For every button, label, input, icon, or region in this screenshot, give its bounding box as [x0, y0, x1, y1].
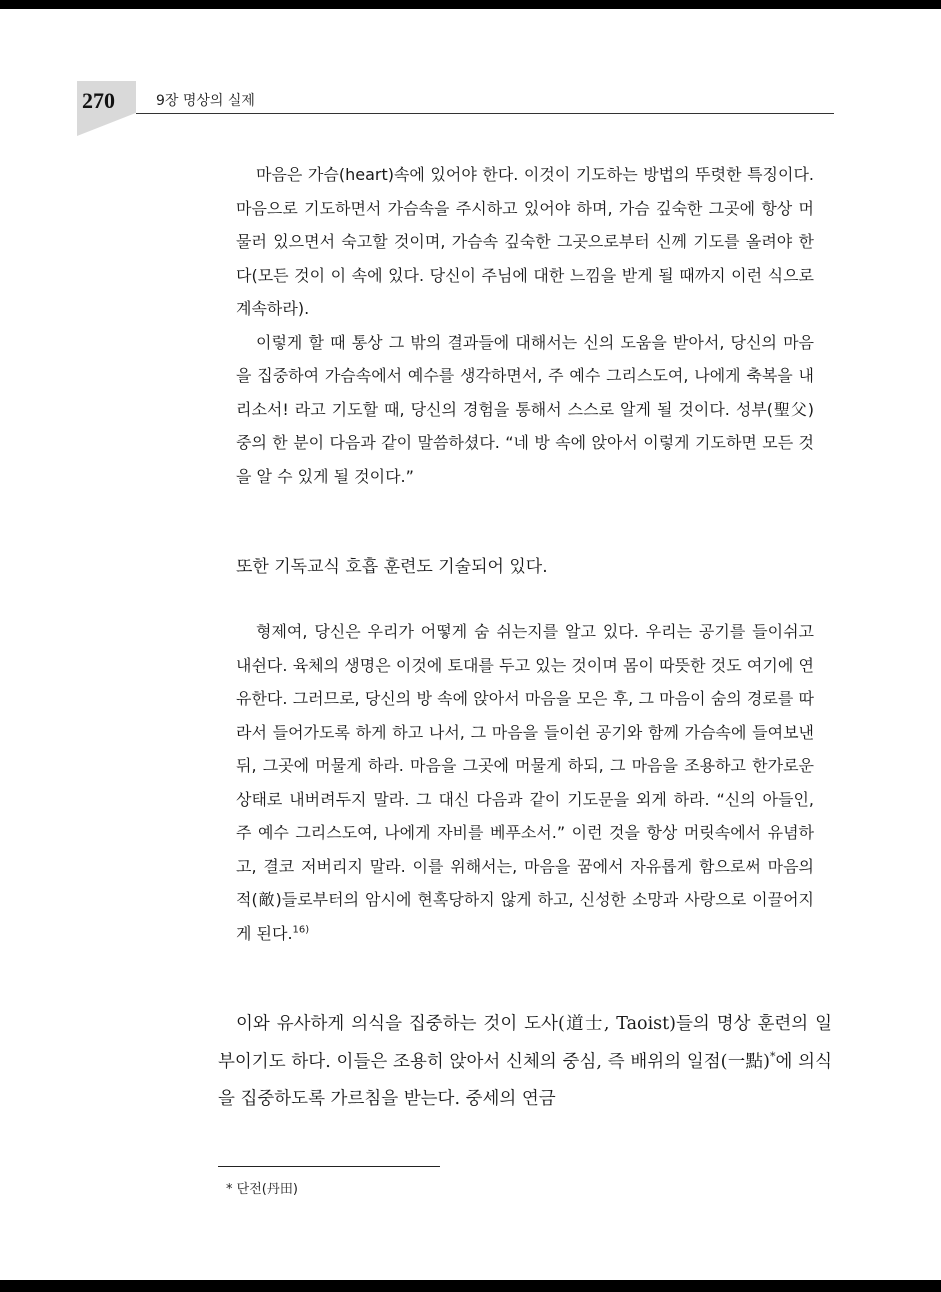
body-text-part: 이와 유사하게 의식을 집중하는 것이 도사(道士, Taoist)들의 명상 훈련의 일부이기도 하다. 이들은 조용히 앉아서 신체의 중심, 즉 배위의 일점(一點)	[218, 1014, 832, 1072]
body-paragraph	[218, 1006, 832, 1119]
footnote-rule	[218, 1166, 440, 1167]
top-border	[0, 0, 941, 9]
footnote-mark: *	[770, 1049, 776, 1063]
footnote: * 단전(丹田)	[226, 1182, 298, 1197]
quote-text: 형제여, 당신은 우리가 어떻게 숨 쉬는지를 알고 있다. 우리는 공기를 들이쉬고 내쉰다. 육체의 생명은 이것에 토대를 두고 있는 것이며 몸이 따뜻한 것도 여기에 연유한다. 그러므로, 당신의 방 속에 앉아서 마음을 모은 후, 그 마음이 숨의 경로를 따라서 들어가도록 하게 하고 나서, 그 마음을 들이쉰 공기와 함께 가슴속에 들여보낸 뒤, 그곳에 머물게 하라. 마음을 그곳에 머물게 하되, 그 마음을 조용하고 한가로운 상태로 내버려두지 말라. 그 대신 다음과 같이 기도문을 외게 하라. “신의 아들인, 주 예수 그리스도여, 나에게 자비를 베푸소서.” 이런 것을 항상 머릿속에서 유념하고, 결코 저버리지 말라. 이를 위해서는, 마음을 꿈에서 자유롭게 함으로써 마음의 적(敵)들로부터의 암시에 현혹당하지 않게 하고, 신성한 소망과 사랑으로 이끌어지게 된다.	[236, 622, 814, 943]
block-quote-2	[236, 615, 814, 950]
footnote-reference: 16)	[292, 924, 310, 936]
quote-paragraph	[236, 615, 814, 950]
bottom-border	[0, 1280, 941, 1292]
running-head: 9장 명상의 실제	[156, 93, 255, 109]
header-rule	[136, 113, 834, 114]
body-text-part: 에 의식을 집중하도록 가르침을 받는다. 중세의 연금	[218, 1051, 832, 1109]
quote-paragraph: 이렇게 할 때 통상 그 밖의 결과들에 대해서는 신의 도움을 받아서, 당신의 마음을 집중하여 가슴속에서 예수를 생각하면서, 주 예수 그리스도여, 나에게 축복을 내리소서! 라고 기도할 때, 당신의 경험을 통해서 스스로 알게 될 것이다. 성부(聖父) 중의 한 분이 다음과 같이 말씀하셨다. “네 방 속에 앉아서 이렇게 기도하면 모든 것을 알 수 있게 될 것이다.”	[236, 332, 814, 486]
intro-sentence: 또한 기독교식 호흡 훈련도 기술되어 있다.	[236, 557, 548, 577]
body-text	[218, 1006, 832, 1119]
block-quote-1	[236, 158, 814, 493]
page-number: 270	[82, 88, 115, 113]
quote-paragraph: 마음은 가슴(heart)속에 있어야 한다. 이것이 기도하는 방법의 뚜렷한 특징이다. 마음으로 기도하면서 가슴속을 주시하고 있어야 하며, 가슴 깊숙한 그곳에 항상 머물러 있으면서 숙고할 것이며, 가슴속 깊숙한 그곳으로부터 신께 기도를 올려야 한다(모든 것이 이 속에 있다. 당신이 주님에 대한 느낌을 받게 될 때까지 이런 식으로 계속하라).	[236, 165, 814, 318]
